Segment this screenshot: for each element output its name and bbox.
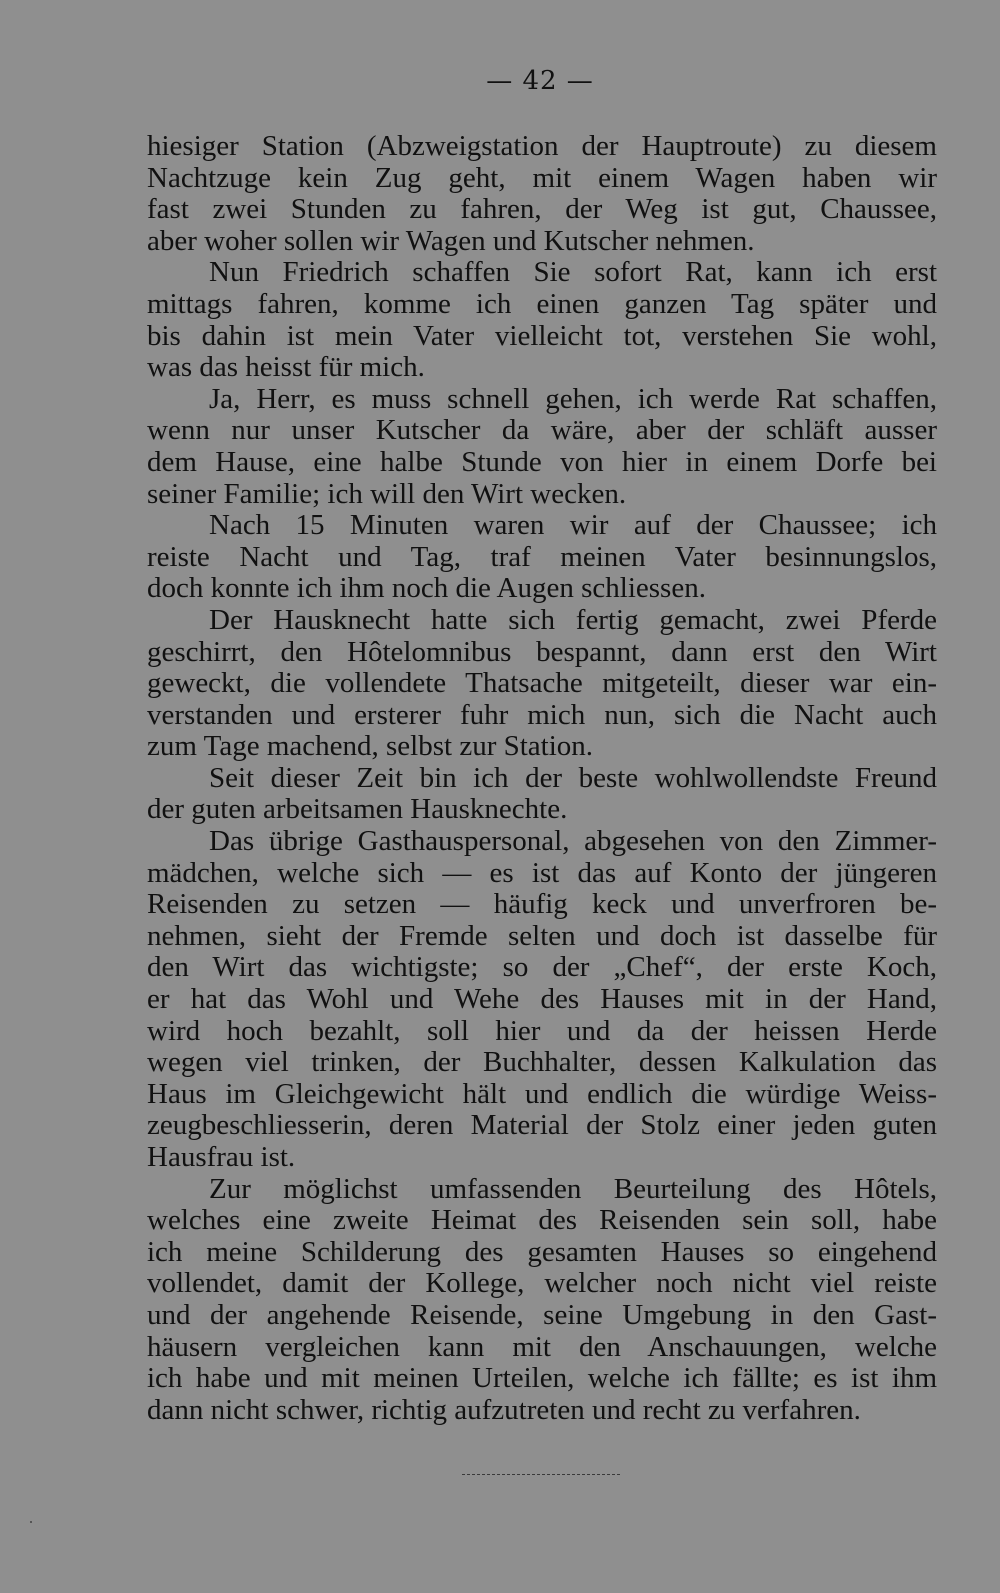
text-line: dann nicht schwer, richtig aufzutreten und recht zu verfahren.: [147, 1394, 861, 1426]
text-line: mädchen, welche sich — es ist das auf Konto der jüngeren: [147, 857, 937, 889]
text-line: Der Hausknecht hatte sich fertig gemacht, zwei Pferde: [209, 604, 937, 636]
text-line: den Wirt das wichtigste; so der „Chef“, der erste Koch,: [147, 952, 937, 984]
text-line: was das heisst für mich.: [147, 352, 425, 384]
text-line: dem Hause, eine halbe Stunde von hier in einem Dorfe bei: [147, 446, 937, 478]
text-line: ich habe und mit meinen Urteilen, welche ich fällte; es ist ihm: [147, 1363, 937, 1395]
text-line: zeugbeschliesserin, deren Material der Stolz einer jeden guten: [147, 1110, 937, 1142]
text-line: geschirrt, den Hôtelomnibus bespannt, dann erst den Wirt: [147, 636, 937, 668]
text-line: häusern vergleichen kann mit den Anschauungen, welche: [147, 1331, 937, 1363]
text-line: seiner Familie; ich will den Wirt wecken.: [147, 478, 627, 510]
text-line: fast zwei Stunden zu fahren, der Weg ist gut, Chaussee,: [147, 194, 937, 226]
text-line: ich meine Schilderung des gesamten Hauses so eingehend: [147, 1236, 937, 1268]
text-line: zum Tage machend, selbst zur Station.: [147, 731, 594, 763]
text-line: Nun Friedrich schaffen Sie sofort Rat, kann ich erst: [209, 257, 937, 289]
page-number: — 42 —: [486, 66, 594, 96]
text-line: vollendet, damit der Kollege, welcher noch nicht viel reiste: [147, 1268, 937, 1300]
text-line: wenn nur unser Kutscher da wäre, aber der schläft ausser: [147, 415, 937, 447]
text-line: er hat das Wohl und Wehe des Hauses mit in der Hand,: [147, 984, 937, 1016]
text-line: Hausfrau ist.: [147, 1142, 296, 1173]
text-line: Ja, Herr, es muss schnell gehen, ich werde Rat schaffen,: [209, 383, 937, 415]
text-line: doch konnte ich ihm noch die Augen schliessen.: [147, 573, 706, 605]
text-line: wird hoch bezahlt, soll hier und da der heissen Herde: [147, 1015, 937, 1047]
text-line: nehmen, sieht der Fremde selten und doch ist dasselbe für: [147, 920, 937, 952]
text-line: hiesiger Station (Abzweigstation der Hauptroute) zu diesem: [147, 131, 937, 162]
body-text: [147, 131, 937, 1426]
scan-speck: [30, 1521, 32, 1523]
text-line: reiste Nacht und Tag, traf meinen Vater besinnungslos,: [147, 541, 937, 573]
text-line: Das übrige Gasthauspersonal, abgesehen von den Zimmer-: [209, 826, 937, 858]
text-line: Reisenden zu setzen — häufig keck und unverfroren be-: [147, 889, 937, 921]
text-line: wegen viel trinken, der Buchhalter, dessen Kalkulation das: [147, 1047, 937, 1079]
text-line: mittags fahren, komme ich einen ganzen Tag später und: [147, 288, 937, 320]
text-line: geweckt, die vollendete Thatsache mitgeteilt, dieser war ein-: [147, 668, 937, 700]
text-line: und der angehende Reisende, seine Umgebung in den Gast-: [147, 1299, 937, 1331]
text-line: verstanden und ersterer fuhr mich nun, sich die Nacht auch: [147, 699, 937, 731]
footer-rule: [462, 1474, 620, 1475]
text-line: der guten arbeitsamen Hausknechte.: [147, 794, 568, 826]
text-line: welches eine zweite Heimat des Reisenden sein soll, habe: [147, 1205, 937, 1237]
text-line: Nachtzuge kein Zug geht, mit einem Wagen haben wir: [147, 162, 937, 194]
text-line: aber woher sollen wir Wagen und Kutscher nehmen.: [147, 225, 755, 257]
text-line: bis dahin ist mein Vater vielleicht tot, verstehen Sie wohl,: [147, 320, 937, 352]
text-line: Seit dieser Zeit bin ich der beste wohlwollendste Freund: [209, 762, 937, 794]
text-line: Nach 15 Minuten waren wir auf der Chaussee; ich: [209, 510, 937, 542]
text-line: Zur möglichst umfassenden Beurteilung des Hôtels,: [209, 1173, 937, 1205]
text-line: Haus im Gleichgewicht hält und endlich die würdige Weiss-: [147, 1078, 937, 1110]
